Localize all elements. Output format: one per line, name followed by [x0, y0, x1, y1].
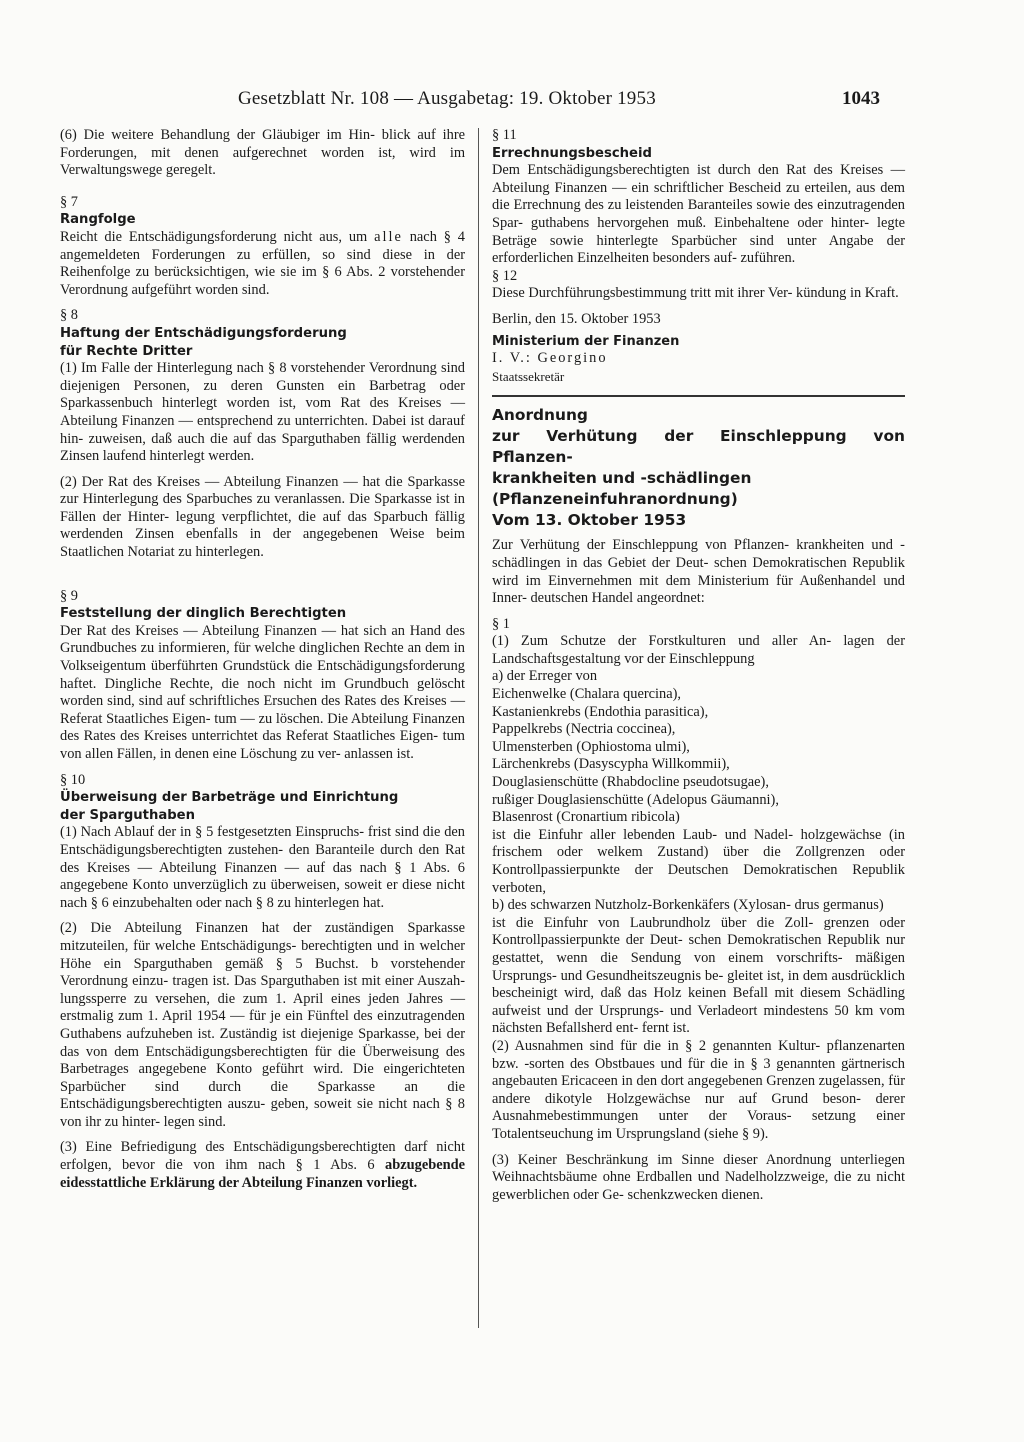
ministry-name: Ministerium der Finanzen	[492, 333, 680, 349]
text-line: gemäß § 5 Buchst. b vorstehender Verordnung einzu-	[60, 955, 465, 990]
text-line: sich an Hand des Grundbuches zu informieren, für	[60, 622, 465, 657]
section-8-title-line1: Haftung der Entschädigungsforderung	[60, 325, 347, 341]
section-8-number: § 8	[60, 307, 78, 324]
text-line: kündung in Kraft.	[796, 285, 899, 302]
text-line: b) des schwarzen Nutzholz-Borkenkäfers (Xylosan-	[492, 897, 791, 914]
text-line: darf nicht erfolgen, bevor die von ihm nach § 1 Abs. 6	[60, 1139, 465, 1174]
text-line: (6) Die weitere Behandlung der Gläubiger im Hin-	[60, 127, 375, 143]
order-intro	[492, 537, 905, 607]
section-11-number: § 11	[492, 127, 517, 143]
text-line: über die Zollgrenzen oder Kontrollpassierpunkte	[492, 844, 905, 878]
text-line: worden sind.	[195, 281, 270, 298]
text-line: blick auf ihre Forderungen, mit denen aufgerechnet	[60, 127, 465, 161]
text-line: legte Beträge sowie hinterlegte Sparbücher sind unter	[492, 214, 905, 249]
text-line: Zuständig ist diejenige Sparkasse, bei der das von	[60, 1025, 466, 1060]
text-line: werdenden Zinsen ebenfalls in der angegebenen Weise	[60, 526, 437, 543]
text-line: Verordnung sind diejenigen Personen, zu deren	[60, 360, 465, 394]
text-line: des Kreises unterrichtet das Referat Staatliches Eigen-	[120, 728, 439, 745]
date-line: Berlin, den 15. Oktober 1953	[492, 310, 661, 327]
section-7-text	[60, 229, 465, 299]
page-header	[0, 88, 1024, 112]
text-line: Fünftel des einzutragenden Guthabens aufzuheben ist.	[60, 1008, 465, 1042]
section-12-number: § 12	[492, 267, 518, 284]
text-line: so sind diese in der Reihenfolge zu berücksichtigen, wie	[60, 246, 466, 281]
text-line: ist die Einfuhr aller lebenden Laub- und Nadel-	[492, 826, 794, 843]
item-b-label	[492, 897, 905, 915]
text-line: berechtigten und in welcher Höhe ein Sparguthaben	[60, 937, 465, 972]
section-1-paragraph-2	[492, 1038, 905, 1144]
text-line: der Deutschen Demokratischen Republik verboten,	[492, 862, 905, 896]
text-line: Finanzen — auf das nach § 1 Abs. 6 angegebene Konto	[60, 859, 465, 894]
organism-list-item: Eichenwelke (Chalara quercina),	[492, 686, 681, 703]
text-line: Sparkasse mitzuteilen, für welche Entschädigungs-	[60, 920, 465, 954]
text-line: (1) Nach Ablauf der in § 5 festgesetzten Einspruchs-	[60, 824, 365, 841]
text-line: daß das Holz keinen Befall mit diesem Schädling	[600, 985, 905, 1002]
text-line: beim Staatlichen Notariat zu hinterlegen.	[60, 526, 465, 561]
organism-list-item: rußiger Douglasienschütte (Adelopus Gäumanni),	[492, 791, 779, 808]
section-11-text	[492, 162, 905, 268]
text-line: haftet. Dingliche Rechte, die noch nicht im Grundbuch	[60, 675, 418, 692]
text-line: zuweisen, daß auch die auf das Sparguthaben fällig	[88, 430, 402, 447]
page-number: 1043	[842, 88, 880, 109]
organism-list-item: Ulmensterben (Ophiostoma ulmi),	[492, 738, 690, 755]
section-10-paragraph-3	[60, 1139, 465, 1192]
text-line: (3) Eine Befriedigung des Entschädigungsberechtigten	[60, 1139, 405, 1156]
gazette-title: Gesetzblatt Nr. 108 — Ausgabetag: 19. Oktober 1953	[238, 88, 656, 109]
text-line: tum — zu löschen. Die Abteilung Finanzen des Rates	[60, 710, 465, 745]
text-line: Gunsten ein Barbetrag oder Sparkassenbuch hinterlegt	[60, 377, 465, 412]
section-1-paragraph-3	[492, 1152, 905, 1205]
section-8-title-line2: für Rechte Dritter	[60, 343, 193, 359]
text-line: Zur Verhütung der Einschleppung von Pflanzen-	[492, 537, 790, 554]
text-line: eingerichteten Sparbücher sind durch die Sparkasse an	[60, 1061, 465, 1095]
text-line: des Kreises — Abteilung Finanzen — ein schriftlicher	[492, 162, 905, 196]
section-9-title: Feststellung der dinglich Berechtigten	[60, 606, 347, 622]
section-10-paragraph-2	[60, 920, 465, 1131]
text-line: welche dinglichen Rechte an dem in Volkseigentum	[60, 640, 465, 675]
text-line: pflanzenarten bzw. -sorten des Obstbaues und für die	[492, 1037, 905, 1072]
text-line: lungssperre zu versehen, die zum 1. April eines jeden	[60, 990, 407, 1007]
item-a-text	[492, 827, 905, 897]
section-7-number: § 7	[60, 193, 78, 210]
signer: I. V.: Georgino	[492, 350, 608, 367]
section-9-number: § 9	[60, 587, 78, 604]
text-line: Diese Durchführungsbestimmung tritt mit ihrer Ver-	[492, 285, 793, 302]
column-divider	[478, 128, 479, 1328]
text-line: schen Demokratischen Republik wird im Einvernehmen	[492, 554, 905, 589]
text-line: wenn die Sendung von einem vorschrifts-	[556, 949, 843, 966]
text-line: lagen der Landschaftsgestaltung vor der Einschleppung	[492, 633, 905, 667]
text-line: Reicht die Entschädigungsforderung nicht aus, um	[60, 228, 375, 245]
item-b-text	[492, 915, 905, 1038]
emphasis-word: alle	[374, 228, 403, 245]
text-line: den Baranteile durch den Rat des Kreises — Abteilung	[60, 841, 466, 876]
text-line: sie im § 6 Abs. 2 vorstehender Verordnung aufgeführt	[60, 264, 465, 298]
text-line: holzgewächse (in frischem oder welkem Zustand)	[492, 826, 905, 861]
order-short-name: (Pflanzeneinfuhranordnung)	[492, 490, 738, 509]
section-11-title: Errechnungsbescheid	[492, 145, 652, 161]
text-line: mindestens 50 km vom nächsten Befallsherd ent-	[492, 1002, 905, 1037]
section-10-number: § 10	[60, 771, 86, 788]
text-line: legung verpflichtet, die auf das Sparbuch fällig	[175, 508, 465, 525]
text-line: nach § 4 angemeldeten Forderungen zu erfüllen,	[60, 228, 465, 263]
section-9-text	[60, 623, 465, 764]
text-line: tum von allen Fällen, in denen eine Löschung zu ver-	[60, 728, 465, 762]
text-line: veranlassen. Die Sparkasse ist in Fällen der Hinter-	[60, 491, 465, 525]
text-line: ist die Einfuhr von Laubrundholz über die Zoll-	[492, 914, 814, 931]
text-line: unterliegen Weihnachtsbäume ohne Erdballen und	[492, 1151, 905, 1186]
text-line: drus germanus)	[794, 897, 884, 914]
text-line: worden ist, wird im Verwaltungswege geregelt.	[60, 144, 466, 179]
section-12-text	[492, 285, 905, 303]
section-7-title: Rangfolge	[60, 212, 136, 228]
text-line: abzugebende eidesstattliche Erklärung der Abteilung	[60, 1157, 465, 1191]
text-line: aufweist und der Ursprungs- und Verladeort	[492, 1002, 764, 1019]
section-10-title-line2: der Sparguthaben	[60, 807, 196, 823]
text-line: worden ist, vom Rat des Kreises — Abteilung Finanzen	[60, 395, 465, 429]
text-line: (1) Im Falle der Hinterlegung nach § 8 vorstehender	[60, 360, 369, 377]
text-line: anlassen ist.	[344, 746, 414, 762]
organism-list-item: Lärchenkrebs (Dasyscypha Willkommii),	[492, 756, 730, 773]
item-a-label: a) der Erreger von	[492, 668, 598, 685]
text-line: derer Ausnahmebestimmungen unter der Voraus-	[492, 1090, 905, 1125]
signer-title: Staatssekretär	[492, 368, 565, 384]
organism-list-item: Douglasienschütte (Rhabdocline pseudotsugae),	[492, 774, 769, 791]
text-line: Finanzen vorliegt.	[305, 1174, 418, 1191]
text-line: tragen ist. Das Sparguthaben ist mit einer Auszah-	[172, 973, 465, 990]
text-line: schen Demokratischen Republik nur gestattet,	[492, 932, 905, 966]
text-line: Nadelholzzweige, die zu nicht gewerblichen oder Ge-	[492, 1169, 905, 1203]
organism-list-item: Blasenrost (Cronartium ribicola)	[492, 809, 680, 826]
text-line: guthabens hervorgehen muß. Einbehaltene oder hinter-	[530, 214, 869, 231]
text-line: Bescheid zu erteilen, aus dem die Errechnung des zu	[492, 179, 905, 214]
text-line: frist sind die den Entschädigungsberechtigten zustehen-	[60, 824, 465, 858]
order-subtitle-line1: zur Verhütung der Einschleppung von Pflanzen-	[492, 427, 905, 467]
text-line: in den dort angegebenen Grenzen zugelassen, für	[621, 1073, 905, 1090]
text-line: leistenden Baranteiles sowie des einzutragenden Spar-	[492, 197, 905, 231]
text-line: zuführen.	[740, 250, 796, 267]
text-line: die Entschädigungsberechtigten auszu-	[60, 1078, 465, 1113]
organism-list-item: Kastanienkrebs (Endothia parasitica),	[492, 703, 709, 720]
text-line: (3) Keiner Beschränkung im Sinne dieser Anordnung	[492, 1151, 841, 1168]
section-1-paragraph-1	[492, 633, 905, 668]
text-line: des Rates des Kreises — Referat Staatliches Eigen-	[60, 693, 465, 727]
text-line: § 6 einzubehalten oder nach § 8 zu hinterlegen hat.	[90, 894, 385, 911]
section-1-number: § 1	[492, 615, 510, 632]
section-10-title-line1: Überweisung der Barbeträge und Einrichtung	[60, 790, 399, 806]
section-10-paragraph-1	[60, 824, 465, 912]
text-line: setzung einer Totalentseuchung im Ursprungsland	[492, 1108, 905, 1142]
text-line: — entsprechend zu unterrichten. Dabei ist darauf hin-	[60, 412, 465, 447]
text-line: werdenden Zinsen laufend hinterlegt werden.	[60, 430, 465, 465]
text-line: krankheiten und -schädlingen in das Gebiet der Deut-	[492, 537, 905, 571]
text-line: fernt ist.	[641, 1020, 690, 1037]
text-line: dem Entschädigungsberechtigten für die Überweisung	[114, 1043, 446, 1060]
text-line: deutschen Handel angeordnet:	[530, 590, 705, 607]
paragraph-6	[60, 127, 465, 180]
text-line: (1) Zum Schutze der Forstkulturen und aller An-	[492, 633, 832, 650]
text-line: gleitet ist, in dem ausdrücklich bescheinigt wird,	[492, 967, 906, 1002]
left-column	[60, 127, 465, 1192]
horizontal-rule	[492, 395, 905, 397]
text-line: mäßigen Ursprungs- und Gesundheitszeugnis be-	[492, 949, 905, 984]
text-line: (siehe § 9).	[704, 1125, 769, 1142]
text-line: unverzüglich zu überweisen, soweit er diese nicht nach	[60, 877, 465, 911]
text-line: mit dem Ministerium für Außenhandel und Inner-	[492, 572, 906, 607]
text-line: des Barbetrages angegebene Konto geführt wird. Die	[60, 1043, 466, 1078]
text-line: hat die Sparkasse zur Hinterlegung des Sparbuches zu	[60, 473, 465, 508]
text-line: Jahres — erstmalig zum 1. April 1954 — für je ein	[60, 990, 465, 1025]
text-line: legen sind.	[163, 1113, 226, 1130]
text-line: schenkzwecken dienen.	[627, 1186, 764, 1203]
text-line: (2) Der Rat des Kreises — Abteilung Finanzen —	[60, 473, 363, 490]
order-title: Anordnung	[492, 406, 588, 425]
section-8-paragraph-1	[60, 360, 465, 466]
text-line: (2) Ausnahmen sind für die in § 2 genannten Kultur-	[492, 1037, 821, 1054]
text-line: gelöscht worden sind, sind auf schriftliches Ersuchen	[60, 675, 465, 710]
text-line: Der Rat des Kreises — Abteilung Finanzen — hat	[60, 622, 364, 639]
order-subtitle-line2: krankheiten und -schädlingen	[492, 469, 752, 488]
text-line: andere dikotyle Holzgewächse nur auf Grund beson-	[492, 1090, 861, 1107]
text-line: überführten Grundstück die Entschädigungsforderung	[150, 658, 465, 675]
text-line: Dem Entschädigungsberechtigten ist durch den Rat	[492, 162, 814, 179]
right-column	[492, 127, 905, 1204]
section-8-paragraph-2	[60, 474, 465, 562]
text-line: in § 3 genannten gärtnerisch angebauten Ericaceen	[492, 1055, 905, 1090]
text-line: (2) Die Abteilung Finanzen hat der zuständigen	[60, 920, 408, 937]
organism-list-item: Pappelkrebs (Nectria coccinea),	[492, 721, 676, 738]
text-line: geben, soweit sie nicht nach § 8 von ihr zu hinter-	[60, 1096, 465, 1130]
order-date: Vom 13. Oktober 1953	[492, 511, 687, 530]
text-line: Angabe der erforderlichen Einzelheiten besonders auf-	[492, 232, 905, 267]
text-line: grenzen oder Kontrollpassierpunkte der Deut-	[492, 914, 905, 949]
